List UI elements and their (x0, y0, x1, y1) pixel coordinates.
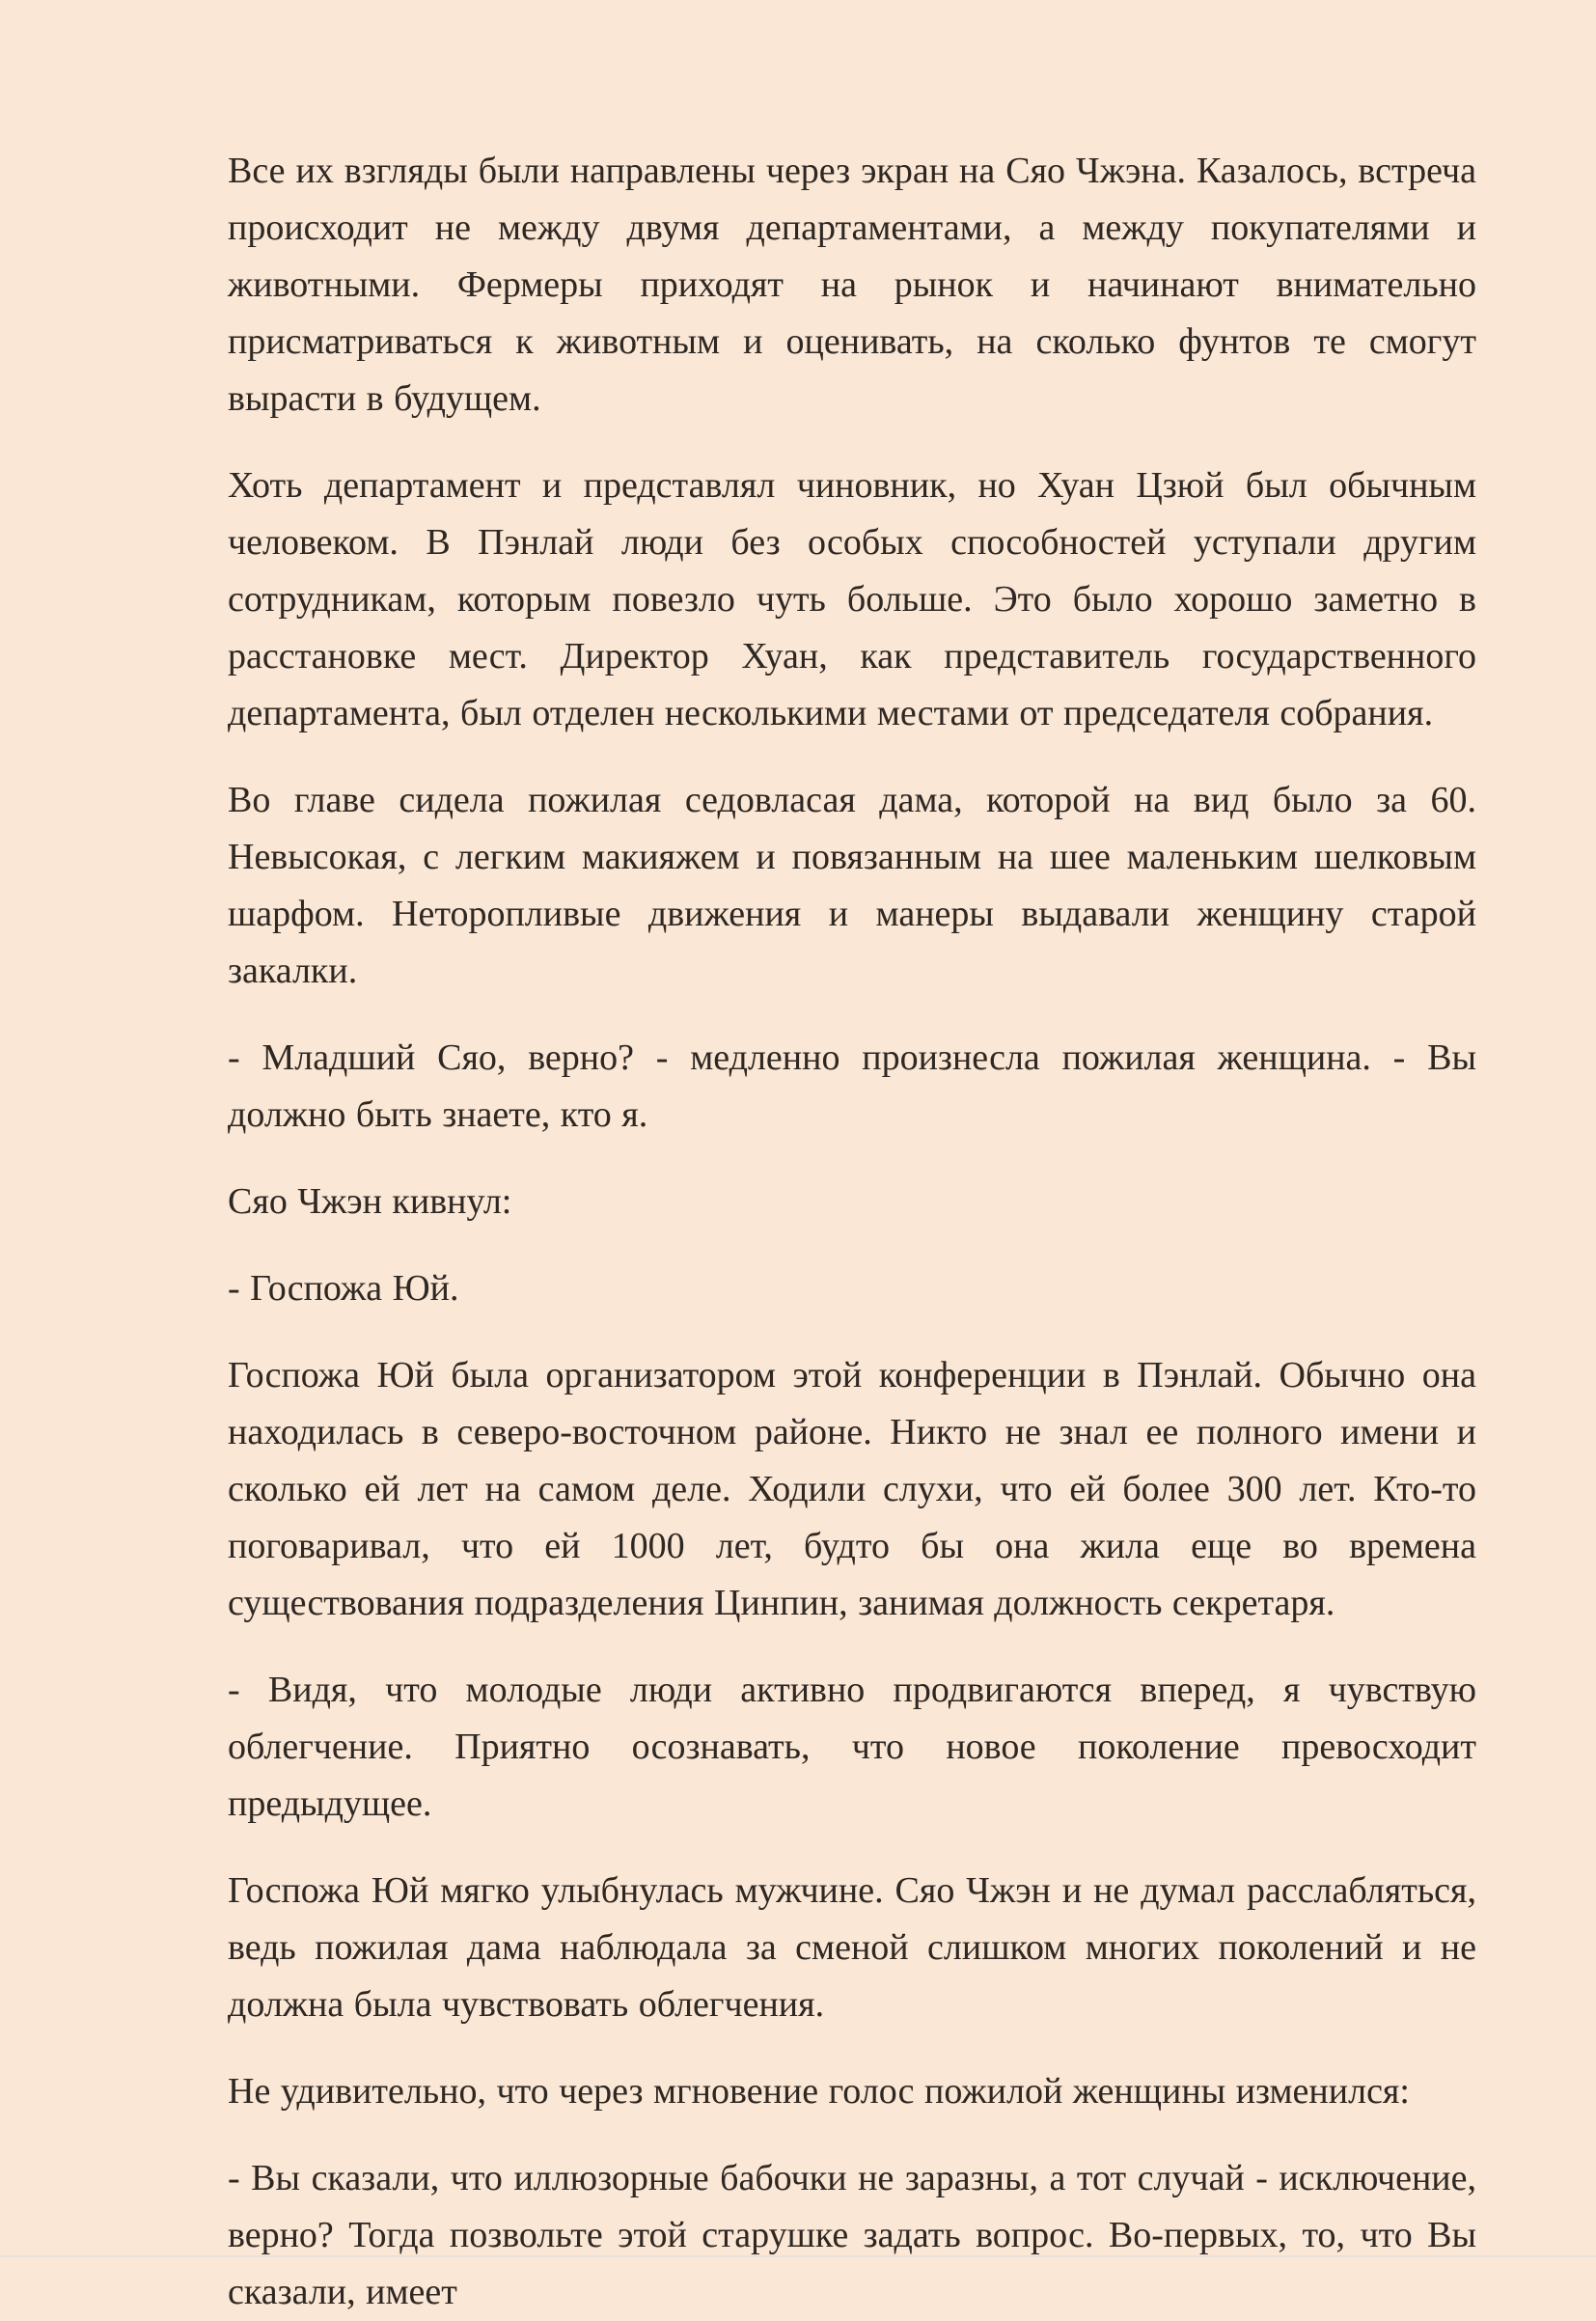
page-text (228, 143, 1476, 2321)
paragraph: Госпожа Юй была организатором этой конференции в Пэнлай. Обычно она находилась в северо-восточном районе. Никто не знал ее полного имени и сколько ей лет на самом деле. Ходили слухи, что ей более 300 лет. Кто-то поговаривал, что ей 1000 лет, будто бы она жила еще во времена существования подразделения Цинпин, занимая должность секретаря. (228, 1355, 1476, 1623)
paragraph: Все их взгляды были направлены через экран на Сяо Чжэна. Казалось, встреча происходит не между двумя департаментами, а между покупателями и животными. Фермеры приходят на рынок и начинают внимательно присматриваться к животным и оценивать, на сколько фунтов те смогут вырасти в будущем. (228, 151, 1476, 419)
paragraph: - Младший Сяо, верно? - медленно произнесла пожилая женщина. - Вы должно быть знаете, кто я. (228, 1037, 1476, 1135)
paragraph: Хоть департамент и представлял чиновник, но Хуан Цзюй был обычным человеком. В Пэнлай люди без особых способностей уступали другим сотрудникам, которым повезло чуть больше. Это было хорошо заметно в расстановке мест. Директор Хуан, как представитель государственного департамента, был отделен несколькими местами от председателя собрания. (228, 465, 1476, 733)
paragraph: Не удивительно, что через мгновение голос пожилой женщины изменился: (228, 2071, 1410, 2112)
paragraph: - Вы сказали, что иллюзорные бабочки не заразны, а тот случай - исключение, верно? Тогда позвольте этой старушке задать вопрос. Во-первых, то, что Вы сказали, имеет (228, 2158, 1476, 2312)
paragraph: Сяо Чжэн кивнул: (228, 1181, 512, 1222)
paragraph: - Видя, что молодые люди активно продвигаются вперед, я чувствую облегчение. Приятно осознавать, что новое поколение превосходит предыдущее. (228, 1670, 1476, 1824)
paragraph: Во главе сидела пожилая седовласая дама, которой на вид было за 60. Невысокая, с легким макияжем и повязанным на шее маленьким шелковым шарфом. Неторопливые движения и манеры выдавали женщину старой закалки. (228, 780, 1476, 991)
paragraph: Госпожа Юй мягко улыбнулась мужчине. Сяо Чжэн и не думал расслабляться, ведь пожилая дама наблюдала за сменой слишком многих поколений и не должна была чувствовать облегчения. (228, 1870, 1476, 2025)
paragraph: - Госпожа Юй. (228, 1268, 459, 1309)
